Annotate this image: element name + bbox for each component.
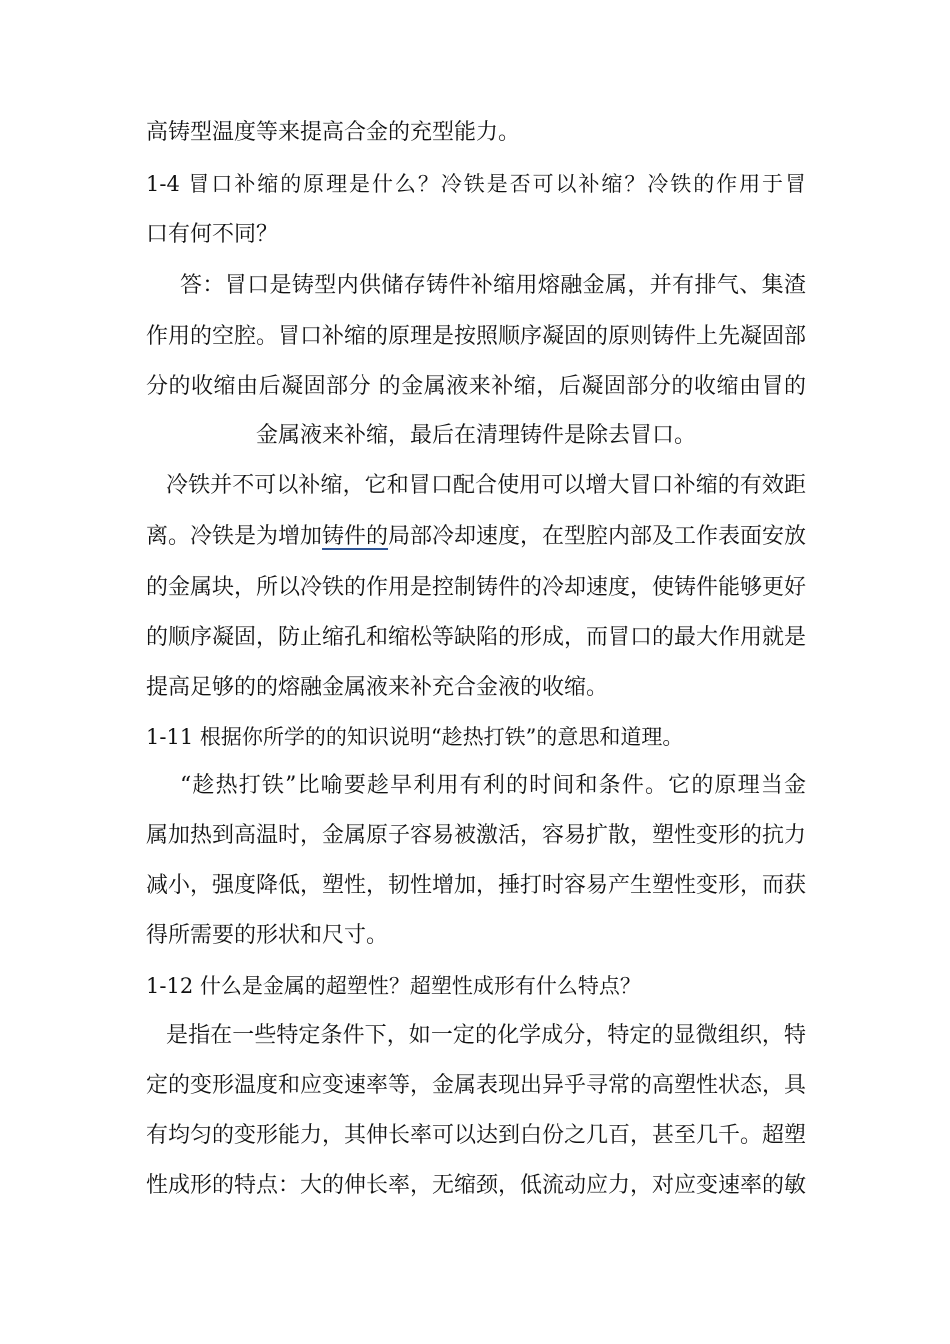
underlined-word: 铸件的: [322, 524, 389, 549]
question-heading-1-12: 1-12 什么是金属的超塑性？超塑性成形有什么特点？: [146, 974, 641, 998]
text-line: 冷铁并不可以补缩，它和冒口配合使用可以增大冒口补缩的有效距: [166, 473, 806, 498]
text-line: 作用的空腔。冒口补缩的原理是按照顺序凝固的原则铸件上先凝固部: [146, 324, 806, 349]
text-line: 有均匀的变形能力，其伸长率可以达到白份之几百，甚至几千。超塑: [146, 1123, 806, 1148]
text-line: 提高足够的的熔融金属液来补充合金液的收缩。: [146, 675, 609, 700]
text-line-with-underline: [146, 517, 806, 557]
text-line: 分的收缩由后凝固部分 的金属液来补缩，后凝固部分的收缩由冒的: [146, 374, 806, 399]
question-heading-1-11: 1-11 根据你所学的的知识说明“趁热打铁”的意思和道理。: [146, 725, 684, 749]
text-segment: 离。冷铁是为增加: [146, 524, 323, 549]
text-line: 定的变形温度和应变速率等，金属表现出异乎寻常的高塑性状态，具: [146, 1073, 806, 1098]
text-line: 高铸型温度等来提高合金的充型能力。: [146, 120, 521, 145]
question-heading-1-4: 1-4 冒口补缩的原理是什么？冷铁是否可以补缩？冷铁的作用于冒: [146, 172, 806, 196]
answer-line: “趁热打铁”比喻要趁早利用有利的时间和条件。它的原理当金: [180, 773, 806, 798]
answer-line: 答：冒口是铸型内供储存铸件补缩用熔融金属，并有排气、集渣: [180, 273, 806, 298]
text-line: 减小，强度降低，塑性，韧性增加，捶打时容易产生塑性变形，而获: [146, 873, 806, 898]
text-line: 口有何不同？: [146, 222, 279, 247]
answer-line: 是指在一些特定条件下，如一定的化学成分，特定的显微组织，特: [166, 1023, 806, 1048]
text-line: 性成形的特点：大的伸长率，无缩颈，低流动应力，对应变速率的敏: [146, 1173, 806, 1198]
text-line: 得所需要的形状和尺寸。: [146, 923, 389, 948]
text-line: 属加热到高温时，金属原子容易被激活，容易扩散，塑性变形的抗力: [146, 823, 806, 848]
text-segment: 局部冷却速度，在型腔内部及工作表面安放: [388, 524, 806, 549]
text-line: 金属液来补缩，最后在清理铸件是除去冒口。: [255, 423, 696, 448]
text-line: 的金属块，所以冷铁的作用是控制铸件的冷却速度，使铸件能够更好: [146, 575, 806, 600]
text-line: 的顺序凝固，防止缩孔和缩松等缺陷的形成，而冒口的最大作用就是: [146, 625, 806, 650]
